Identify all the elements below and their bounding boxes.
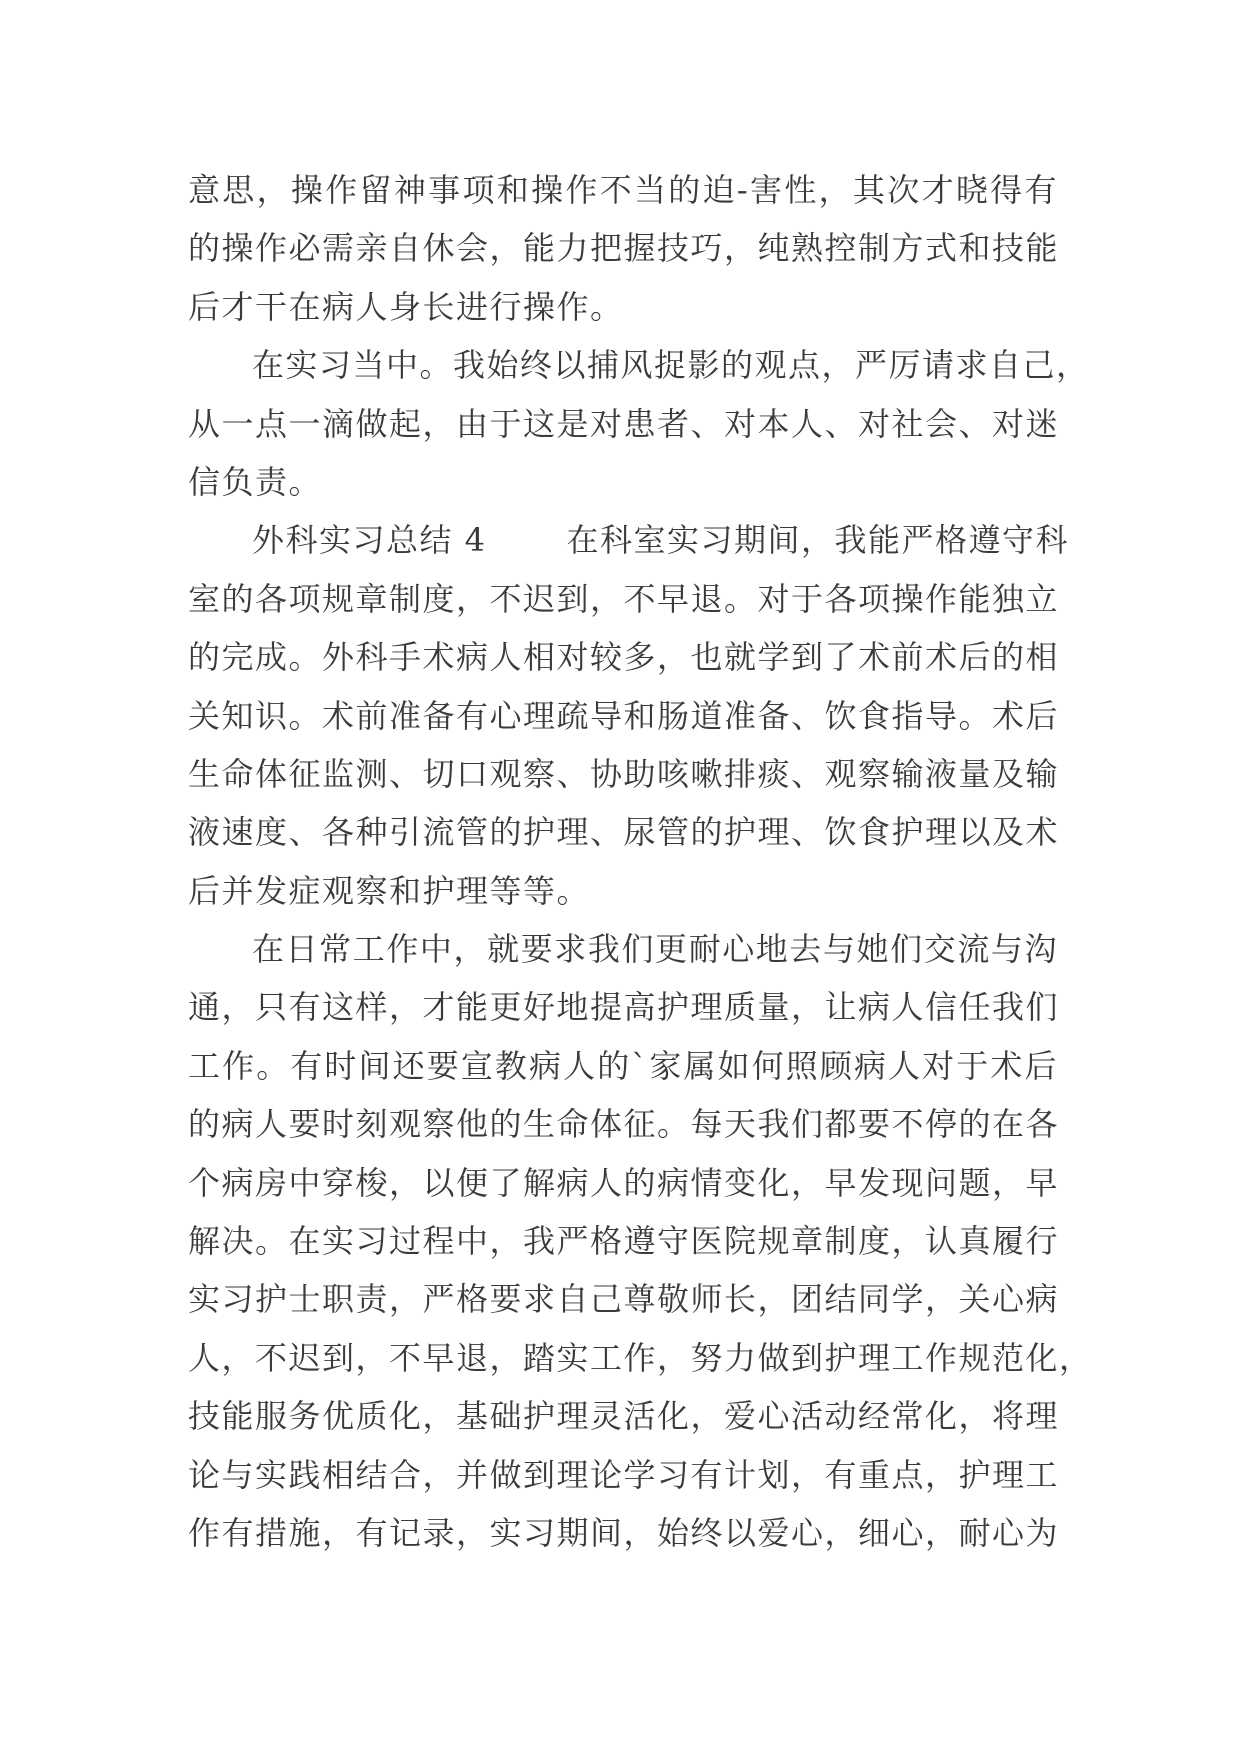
paragraph <box>188 920 1093 1562</box>
text-line: 室的各项规章制度，不迟到，不早退。对于各项操作能独立 <box>188 579 1060 618</box>
text-line: 后才干在病人身长进行操作。 <box>188 287 624 326</box>
text-line: 技能服务优质化，基础护理灵活化，爱心活动经常化，将理 <box>188 1397 1060 1436</box>
text-line: 液速度、各种引流管的护理、尿管的护理、饮食护理以及术 <box>188 813 1060 852</box>
text-line: 通，只有这样，才能更好地提高护理质量，让病人信任我们 <box>188 988 1060 1027</box>
text-line: 后并发症观察和护理等等。 <box>188 871 591 910</box>
text-line: 人，不迟到，不早退，踏实工作，努力做到护理工作规范化， <box>188 1338 1093 1377</box>
text-line: 在实习当中。我始终以捕风捉影的观点，严厉请求自己， <box>252 346 1090 385</box>
text-line: 从一点一滴做起，由于这是对患者、对本人、对社会、对迷 <box>188 404 1060 443</box>
paragraph <box>188 511 1070 920</box>
text-line: 关知识。术前准备有心理疏导和肠道准备、饮食指导。术后 <box>188 696 1060 735</box>
section-heading: 外科实习总结 4 <box>252 521 487 560</box>
text-line: 的完成。外科手术病人相对较多，也就学到了术前术后的相 <box>188 638 1060 677</box>
text-line: 的病人要时刻观察他的生命体征。每天我们都要不停的在各 <box>188 1105 1060 1144</box>
text-line: 实习护士职责，严格要求自己尊敬师长，团结同学，关心病 <box>188 1280 1060 1319</box>
text-line: 论与实践相结合，并做到理论学习有计划，有重点，护理工 <box>188 1455 1060 1494</box>
section-heading-line <box>188 511 1070 569</box>
text-line: 解决。在实习过程中，我严格遵守医院规章制度，认真履行 <box>188 1222 1060 1261</box>
text-line: 个病房中穿梭，以便了解病人的病情变化，早发现问题，早 <box>188 1163 1060 1202</box>
text-line: 意思，操作留神事项和操作不当的迫-害性，其次才晓得有 <box>188 171 1058 209</box>
text-line: 在日常工作中，就要求我们更耐心地去与她们交流与沟 <box>252 930 1058 969</box>
text-line: 工作。有时间还要宣教病人的`家属如何照顾病人对于术后 <box>188 1046 1058 1085</box>
text-line: 信负责。 <box>188 462 323 501</box>
paragraph <box>188 161 1058 336</box>
text-line: 在科室实习期间，我能严格遵守科 <box>566 521 1070 560</box>
text-line: 生命体征监测、切口观察、协助咳嗽排痰、观察输液量及输 <box>188 754 1060 793</box>
text-line: 作有措施，有记录，实习期间，始终以爱心，细心，耐心为 <box>188 1513 1060 1552</box>
text-line: 的操作必需亲自休会，能力把握技巧，纯熟控制方式和技能 <box>188 229 1060 268</box>
document-body <box>188 161 1093 1562</box>
paragraph <box>188 336 1090 511</box>
